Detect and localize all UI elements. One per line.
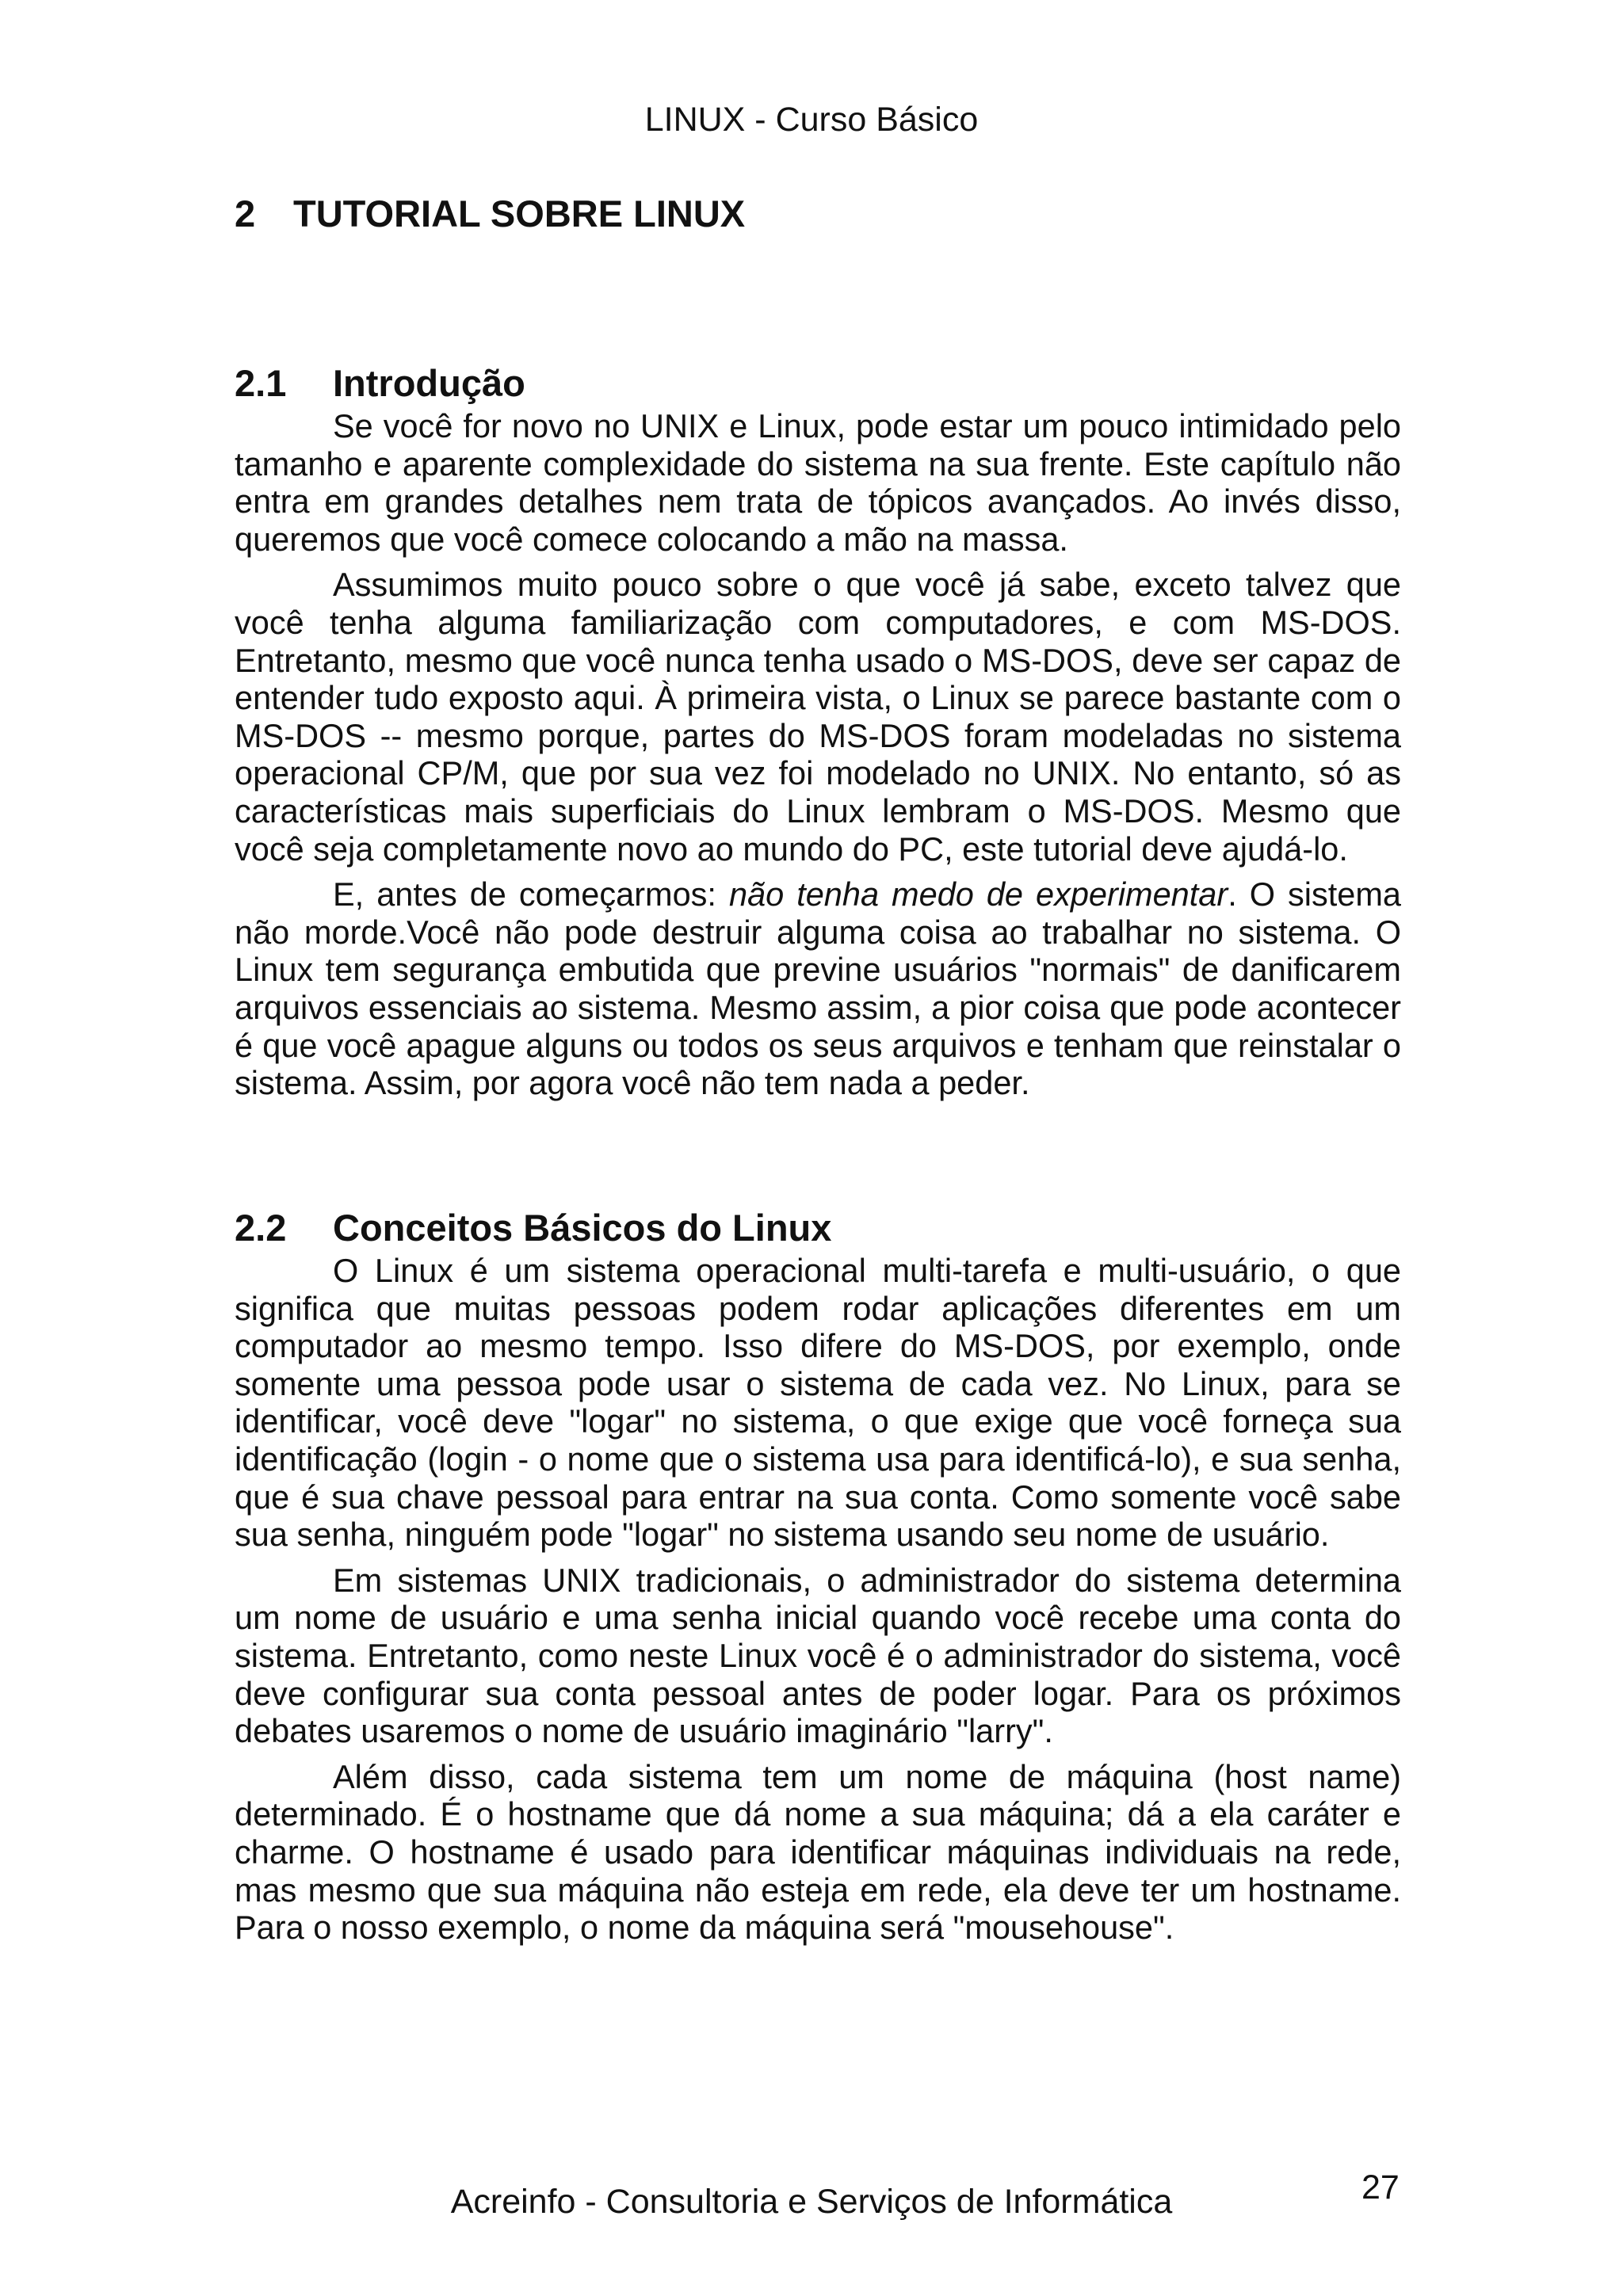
- emphasis-text: não tenha medo de experimentar: [728, 875, 1228, 913]
- paragraph-text: . O sistema não morde.Você não pode destruir alguma coisa ao trabalhar no sistema. O Linux tem segurança embutida que previne usuários "normais" de danificarem arquivos essenciais ao sistema. Mesmo assim, a pior coisa que pode acontecer é que você apague alguns ou todos os seus arquivos e tenham que reinstalar o sistema. Assim, por agora você não tem nada a peder.: [235, 875, 1401, 1102]
- paragraph: O Linux é um sistema operacional multi-tarefa e multi-usuário, o que significa que muitas pessoas podem rodar aplicações diferentes em um computador ao mesmo tempo. Isso difere do MS-DOS, por exemplo, onde somente uma pessoa pode usar o sistema de cada vez. No Linux, para se identificar, você deve "logar" no sistema, o que exige que você forneça sua identificação (login - o nome que o sistema usa para identificá-lo), e sua senha, que é sua chave pessoal para entrar na sua conta. Como somente você sabe sua senha, ninguém pode "logar" no sistema usando seu nome de usuário.: [235, 1252, 1401, 1554]
- paragraph: Se você for novo no UNIX e Linux, pode estar um pouco intimidado pelo tamanho e aparente complexidade do sistema na sua frente. Este capítulo não entra em grandes detalhes nem trata de tópicos avançados. Ao invés disso, queremos que você comece colocando a mão na massa.: [235, 407, 1401, 558]
- section-title: Conceitos Básicos do Linux: [333, 1207, 832, 1249]
- section-number: 2.1: [235, 362, 287, 404]
- chapter-number: 2: [235, 193, 256, 235]
- paragraph: Em sistemas UNIX tradicionais, o administrador do sistema determina um nome de usuário e uma senha inicial quando você recebe uma conta do sistema. Entretanto, como neste Linux você é o administrador do sistema, você deve configurar sua conta pessoal antes de poder logar. Para os próximos debates usaremos o nome de usuário imaginário "larry".: [235, 1561, 1401, 1750]
- running-header: LINUX - Curso Básico: [644, 101, 979, 139]
- chapter-title-text: TUTORIAL SOBRE LINUX: [293, 193, 746, 235]
- section-heading: [235, 1206, 1401, 1250]
- section-number: 2.2: [235, 1207, 287, 1249]
- footer: Acreinfo - Consultoria e Serviços de Informática: [450, 2183, 1173, 2221]
- section-introducao: [235, 361, 1401, 1110]
- section-conceitos-basicos: [235, 1206, 1401, 1955]
- section-heading: [235, 361, 1401, 406]
- section-title: Introdução: [333, 362, 525, 404]
- paragraph-text: E, antes de começarmos:: [333, 875, 729, 913]
- chapter-title: [235, 192, 745, 236]
- paragraph: [235, 875, 1401, 1102]
- page-number: 27: [1361, 2168, 1400, 2206]
- paragraph: Além disso, cada sistema tem um nome de máquina (host name) determinado. É o hostname que dá nome a sua máquina; dá a ela caráter e charme. O hostname é usado para identificar máquinas individuais na rede, mas mesmo que sua máquina não esteja em rede, ela deve ter um hostname. Para o nosso exemplo, o nome da máquina será "mousehouse".: [235, 1757, 1401, 1947]
- paragraph: Assumimos muito pouco sobre o que você já sabe, exceto talvez que você tenha alguma familiarização com computadores, e com MS-DOS. Entretanto, mesmo que você nunca tenha usado o MS-DOS, deve ser capaz de entender tudo exposto aqui. À primeira vista, o Linux se parece bastante com o MS-DOS -- mesmo porque, partes do MS-DOS foram modeladas no sistema operacional CP/M, que por sua vez foi modelado no UNIX. No entanto, só as características mais superficiais do Linux lembram o MS-DOS. Mesmo que você seja completamente novo ao mundo do PC, este tutorial deve ajudá-lo.: [235, 566, 1401, 868]
